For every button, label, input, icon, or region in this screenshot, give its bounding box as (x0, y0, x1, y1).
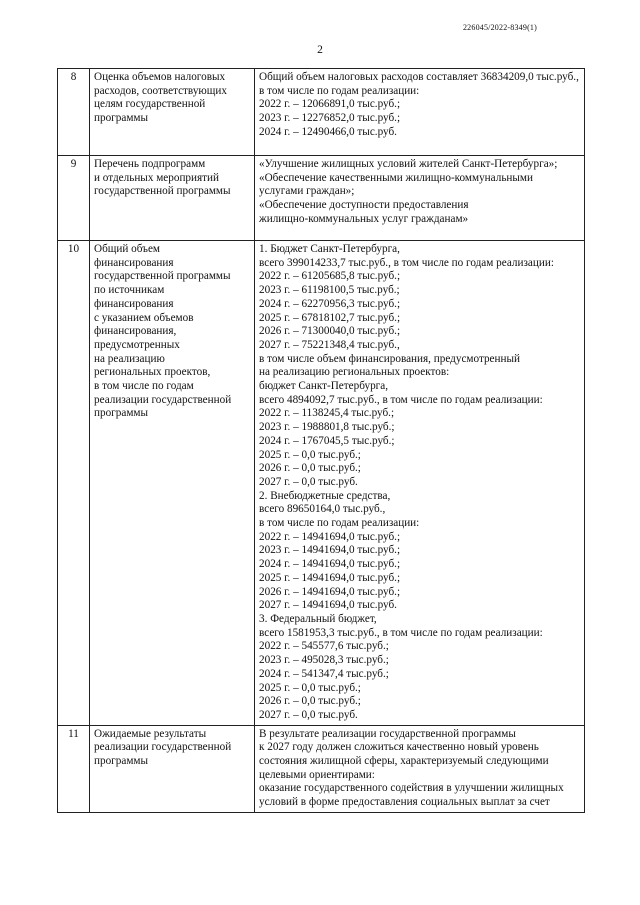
row-name-cell (90, 725, 255, 812)
row-name-line: с указанием объемов (94, 311, 194, 324)
row-content-line: 2023 г. – 495028,3 тыс.руб.; (259, 654, 389, 667)
row-name-line: программы (94, 407, 148, 420)
row-content-line: услугами граждан»; (259, 185, 355, 198)
row-content-line: 3. Федеральный бюджет, (259, 612, 377, 625)
row-content-line: условий в форме предоставления социальных выплат за счет (259, 796, 550, 809)
row-content-line: 2023 г. – 61198100,5 тыс.руб.; (259, 284, 400, 297)
row-content-cell (255, 241, 585, 726)
row-name-line: программы (94, 112, 148, 125)
row-content-line: жилищно-коммунальных услуг гражданам» (259, 212, 469, 225)
row-content-line: 2026 г. – 71300040,0 тыс.руб.; (259, 325, 401, 338)
row-content-line: «Обеспечение качественными жилищно-коммунальными (259, 171, 533, 184)
row-content-line: 2025 г. – 67818102,7 тыс.руб.; (259, 311, 401, 324)
row-content-line: 2023 г. – 1988801,8 тыс.руб.; (259, 421, 395, 434)
row-name-line: расходов, соответствующих (94, 84, 227, 97)
row-content-line: на реализацию региональных проектов: (259, 366, 450, 379)
row-content-line: в том числе по годам реализации: (259, 517, 420, 530)
row-content-line: 2025 г. – 0,0 тыс.руб.; (259, 681, 361, 694)
row-content-line: 2025 г. – 14941694,0 тыс.руб.; (259, 571, 401, 584)
table-row (58, 241, 585, 726)
row-content-line: «Улучшение жилищных условий жителей Санкт-Петербурга»; (259, 158, 558, 170)
row-name-line: финансирования, (94, 325, 177, 338)
row-content-cell (255, 156, 585, 241)
row-number: 11 (58, 725, 90, 812)
row-content-line: 2026 г. – 14941694,0 тыс.руб.; (259, 585, 401, 598)
row-name-line: финансирования (94, 297, 174, 310)
row-name-line: Общий объем (94, 243, 160, 255)
row-name-line: и отдельных мероприятий (94, 171, 220, 184)
row-name-line: по источникам (94, 284, 165, 297)
table-row (58, 725, 585, 812)
row-content-line: целевыми ориентирами: (259, 768, 375, 781)
row-content-line: 2027 г. – 14941694,0 тыс.руб. (259, 599, 397, 612)
row-name-line: программы (94, 755, 148, 768)
row-content-line: 2022 г. – 61205685,8 тыс.руб.; (259, 270, 401, 283)
row-content-line: В результате реализации государственной программы (259, 727, 516, 740)
row-content-line: всего 89650164,0 тыс.руб., (259, 503, 386, 516)
row-name-line: на реализацию (94, 352, 165, 365)
table-row (58, 69, 585, 156)
row-content-cell (255, 725, 585, 812)
row-content-line: всего 399014233,7 тыс.руб., в том числе по годам реализации: (259, 256, 554, 269)
row-content-line: 2023 г. – 14941694,0 тыс.руб.; (259, 544, 401, 557)
row-content-line: 2027 г. – 0,0 тыс.руб. (259, 708, 358, 721)
row-name-line: Перечень подпрограмм (94, 158, 206, 170)
row-content-line: 2024 г. – 62270956,3 тыс.руб.; (259, 297, 401, 310)
row-content-line: 2026 г. – 0,0 тыс.руб.; (259, 462, 361, 475)
document-number: 226045/2022-8349(1) (462, 23, 537, 32)
row-number: 9 (58, 156, 90, 241)
table-row (58, 156, 585, 241)
row-content-line: 2022 г. – 14941694,0 тыс.руб.; (259, 530, 401, 543)
row-content-line: 2023 г. – 12276852,0 тыс.руб.; (259, 112, 401, 125)
row-name-line: финансирования (94, 256, 174, 269)
row-content-line: 2022 г. – 545577,6 тыс.руб.; (259, 640, 389, 653)
row-content-line: 2024 г. – 1767045,5 тыс.руб.; (259, 434, 395, 447)
row-content-line: 2022 г. – 1138245,4 тыс.руб.; (259, 407, 395, 420)
row-content-line: состояния жилищной сферы, характеризуемый следующими (259, 755, 549, 768)
row-content-line: 2026 г. – 0,0 тыс.руб.; (259, 695, 361, 708)
row-content-line: Общий объем налоговых расходов составляет 36834209,0 тыс.руб., (259, 71, 579, 83)
row-content-line: оказание государственного содействия в улучшении жилищных (259, 782, 564, 795)
row-name-line: в том числе по годам (94, 380, 194, 393)
row-content-line: 1. Бюджет Санкт-Петербурга, (259, 243, 400, 255)
row-content-line: 2. Внебюджетные средства, (259, 489, 391, 502)
row-content-line: всего 4894092,7 тыс.руб., в том числе по годам реализации: (259, 393, 543, 406)
row-content-line: 2024 г. – 14941694,0 тыс.руб.; (259, 558, 401, 571)
row-content-line: 2022 г. – 12066891,0 тыс.руб.; (259, 98, 401, 111)
row-name-line: государственной программы (94, 185, 231, 198)
row-content-line: 2024 г. – 12490466,0 тыс.руб. (259, 125, 397, 138)
row-content-line: «Обеспечение доступности предоставления (259, 199, 469, 212)
row-name-line: реализации государственной (94, 393, 232, 406)
row-name-line: Оценка объемов налоговых (94, 71, 226, 83)
row-content-cell (255, 69, 585, 156)
page-number: 2 (317, 44, 323, 56)
row-name-cell (90, 241, 255, 726)
row-number: 10 (58, 241, 90, 726)
row-content-line: всего 1581953,3 тыс.руб., в том числе по годам реализации: (259, 626, 543, 639)
row-name-line: целям государственной (94, 98, 206, 111)
row-name-line: государственной программы (94, 270, 231, 283)
row-content-line: 2027 г. – 75221348,4 тыс.руб., (259, 338, 400, 351)
row-name-line: реализации государственной (94, 741, 232, 754)
row-content-line: в том числе по годам реализации: (259, 84, 420, 97)
row-name-line: региональных проектов, (94, 366, 211, 379)
program-passport-table (57, 68, 585, 813)
row-content-line: 2024 г. – 541347,4 тыс.руб.; (259, 667, 389, 680)
row-number: 8 (58, 69, 90, 156)
row-name-cell (90, 156, 255, 241)
row-name-line: Ожидаемые результаты (94, 727, 207, 740)
row-content-line: 2027 г. – 0,0 тыс.руб. (259, 475, 358, 488)
row-content-line: бюджет Санкт-Петербурга, (259, 380, 389, 393)
row-content-line: к 2027 году должен сложиться качественно новый уровень (259, 741, 539, 754)
row-name-cell (90, 69, 255, 156)
row-content-line: в том числе объем финансирования, предусмотренный (259, 352, 521, 365)
row-content-line: 2025 г. – 0,0 тыс.руб.; (259, 448, 361, 461)
row-name-line: предусмотренных (94, 338, 180, 351)
